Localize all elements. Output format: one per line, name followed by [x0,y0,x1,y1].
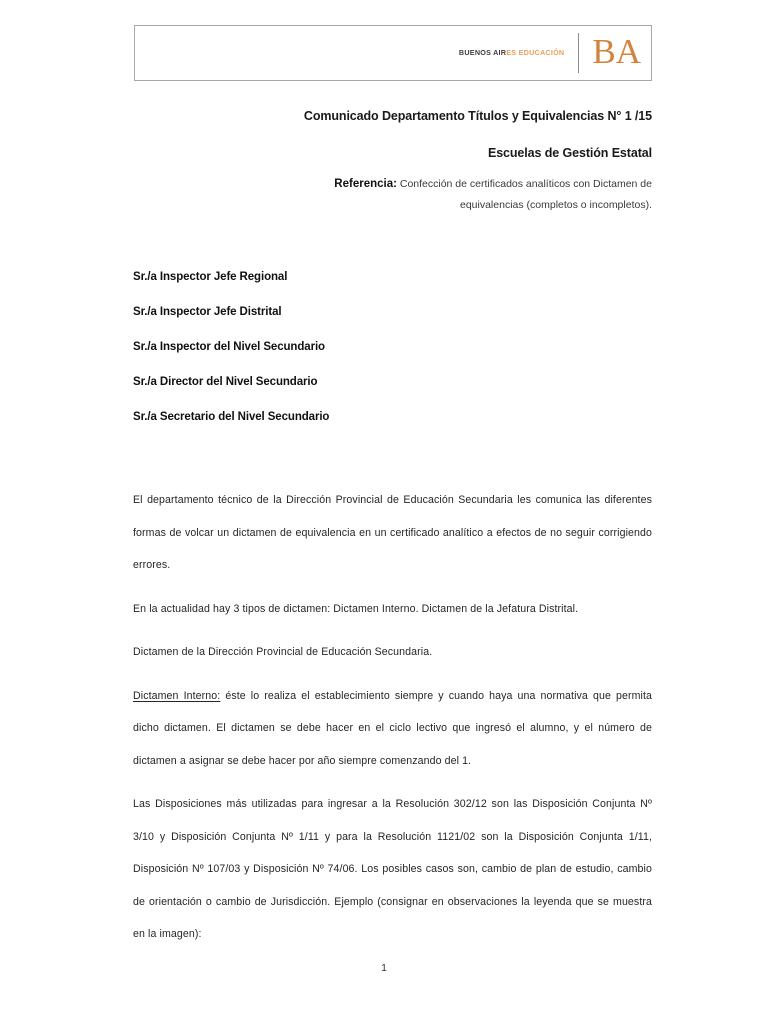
header-logo-box [134,25,652,81]
buenos-aires-educacion-logo [459,31,641,75]
reference-block [300,174,652,215]
reference-label: Referencia: [334,178,397,190]
dictamen-interno-heading: Dictamen Interno: [133,689,221,702]
logo-wordmark-accent: ES EDUCACIÓN [506,48,565,57]
logo-wordmark-dark: BUENOS AIR [458,48,507,57]
page-subtitle: Escuelas de Gestión Estatal [487,145,652,160]
addressee-inspector-jefe-regional: Sr./a Inspector Jefe Regional [133,271,288,283]
addressee-secretario-nivel-secundario: Sr./a Secretario del Nivel Secundario [133,411,330,423]
addressee-director-nivel-secundario: Sr./a Director del Nivel Secundario [133,376,318,388]
dictamen-interno-body: éste lo realiza el establecimiento siempre y cuando haya una normativa que permita dicho dictamen. El dictamen se debe hacer en el ciclo lectivo que ingresó el alumno, y el número de dictamen a asignar se debe hacer por año siempre comenzando del 1. [133,689,652,767]
title-block [133,110,652,159]
addressee-list [133,272,553,447]
page-title: Comunicado Departamento Títulos y Equivalencias N° 1 /15 [303,109,652,123]
paragraph-tipos-dictamen-linea1: En la actualidad hay 3 tipos de dictamen: Dictamen Interno. Dictamen de la Jefatura Distrital. [133,602,579,615]
logo-divider [578,33,579,73]
paragraph-dictamen-interno [133,680,652,778]
addressee-inspector-jefe-distrital: Sr./a Inspector Jefe Distrital [133,306,282,318]
body-content [133,484,652,962]
page-number: 1 [381,962,387,974]
paragraph-introduccion: El departamento técnico de la Dirección Provincial de Educación Secundaria les comunica las diferentes formas de volcar un dictamen de equivalencia en un certificado analítico a efectos de no seguir corrigiendo errores. [133,494,652,571]
addressee-inspector-nivel-secundario: Sr./a Inspector del Nivel Secundario [133,341,325,353]
logo-wordmark [459,48,564,58]
reference-text: Confección de certificados analíticos con Dictamen de equivalencias (completos o incompletos). [396,178,652,211]
ba-monogram-icon: BA [592,32,641,71]
paragraph-tipos-dictamen-linea2: Dictamen de la Dirección Provincial de Educación Secundaria. [133,646,433,658]
paragraph-disposiciones: Las Disposiciones más utilizadas para ingresar a la Resolución 302/12 son las Disposición Conjunta Nº 3/10 y Disposición Conjunta Nº 1/11 y para la Resolución 1121/02 son la Disposición Conjunta 1/11, Disposición Nº 107/03 y Disposición Nº 74/06. Los posibles casos son, cambio de plan de estudio, cambio de orientación o cambio de Jurisdicción. Ejemplo (consignar en observaciones la leyenda que se muestra en la imagen): [133,798,652,940]
